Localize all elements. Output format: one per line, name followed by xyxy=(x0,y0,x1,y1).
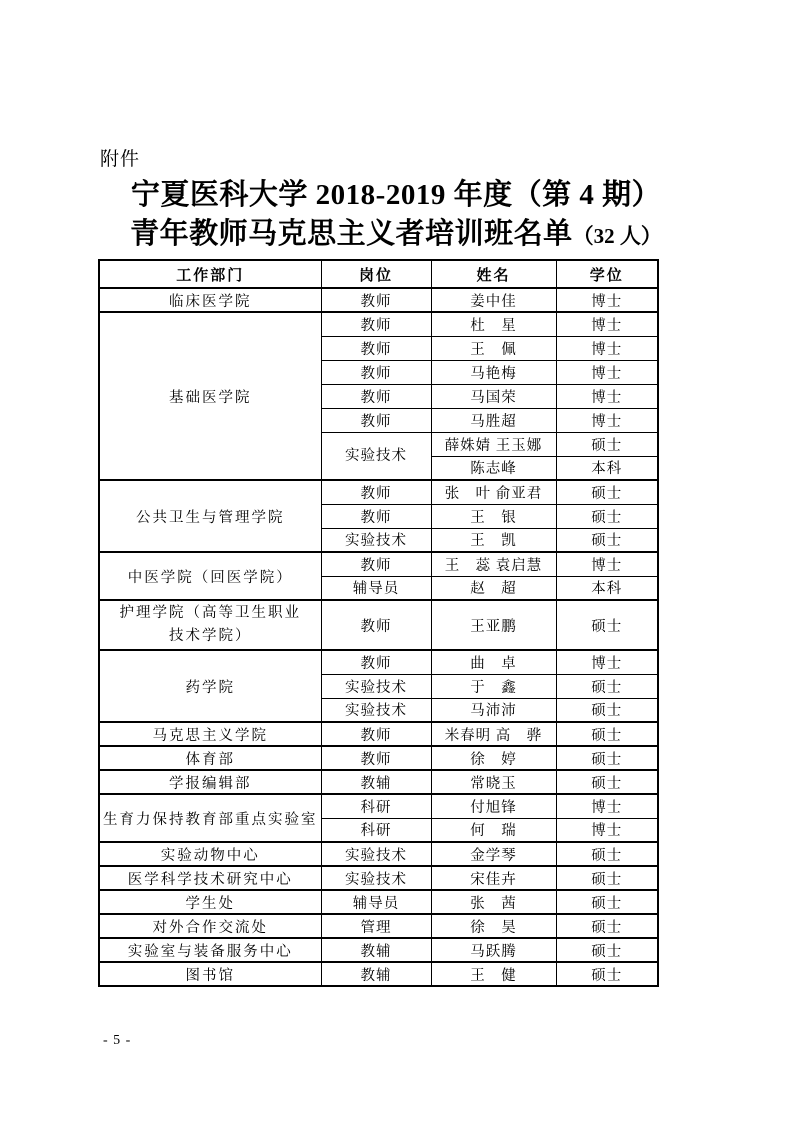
dept-cell: 中医学院（回医学院） xyxy=(99,552,321,600)
dept-cell: 临床医学院 xyxy=(99,288,321,312)
roster-table-container xyxy=(98,259,659,987)
position-cell: 教师 xyxy=(321,288,431,312)
dept-cell: 护理学院（高等卫生职业技术学院） xyxy=(99,600,321,650)
column-header: 工作部门 xyxy=(99,260,321,288)
degree-cell: 硕士 xyxy=(556,866,658,890)
document-title xyxy=(98,176,694,256)
name-cell: 何 瑞 xyxy=(431,818,556,842)
degree-cell: 博士 xyxy=(556,360,658,384)
name-cell: 徐 婷 xyxy=(431,746,556,770)
dept-cell: 图书馆 xyxy=(99,962,321,986)
degree-cell: 硕士 xyxy=(556,698,658,722)
name-cell: 马跃腾 xyxy=(431,938,556,962)
name-cell: 杜 星 xyxy=(431,312,556,336)
degree-cell: 博士 xyxy=(556,552,658,576)
dept-cell: 体育部 xyxy=(99,746,321,770)
dept-cell: 生育力保持教育部重点实验室 xyxy=(99,794,321,842)
name-cell: 曲 卓 xyxy=(431,650,556,674)
position-cell: 实验技术 xyxy=(321,698,431,722)
name-cell: 宋佳卉 xyxy=(431,866,556,890)
degree-cell: 硕士 xyxy=(556,674,658,698)
position-cell: 实验技术 xyxy=(321,432,431,480)
roster-header-row xyxy=(99,260,658,288)
dept-cell: 实验动物中心 xyxy=(99,842,321,866)
dept-cell: 医学科学技术研究中心 xyxy=(99,866,321,890)
name-cell: 徐 昊 xyxy=(431,914,556,938)
position-cell: 实验技术 xyxy=(321,674,431,698)
name-cell: 姜中佳 xyxy=(431,288,556,312)
page-number: - 5 - xyxy=(103,1033,132,1048)
degree-cell: 博士 xyxy=(556,384,658,408)
degree-cell: 硕士 xyxy=(556,528,658,552)
dept-cell: 学生处 xyxy=(99,890,321,914)
title-line-1: 宁夏医科大学 2018-2019 年度（第 4 期） xyxy=(130,179,662,211)
title-line-2 xyxy=(98,215,694,256)
degree-cell: 博士 xyxy=(556,312,658,336)
attachment-label: 附件 xyxy=(100,149,141,170)
position-cell: 教辅 xyxy=(321,770,431,794)
position-cell: 教师 xyxy=(321,408,431,432)
table-row xyxy=(99,890,658,914)
name-cell: 张 茜 xyxy=(431,890,556,914)
table-row xyxy=(99,938,658,962)
degree-cell: 博士 xyxy=(556,650,658,674)
degree-cell: 硕士 xyxy=(556,938,658,962)
degree-cell: 硕士 xyxy=(556,914,658,938)
dept-cell: 实验室与装备服务中心 xyxy=(99,938,321,962)
degree-cell: 本科 xyxy=(556,576,658,600)
dept-cell: 学报编辑部 xyxy=(99,770,321,794)
name-cell: 王亚鹏 xyxy=(431,600,556,650)
degree-cell: 博士 xyxy=(556,288,658,312)
table-row xyxy=(99,552,658,576)
position-cell: 科研 xyxy=(321,818,431,842)
position-cell: 教师 xyxy=(321,650,431,674)
name-cell: 马沛沛 xyxy=(431,698,556,722)
column-header: 姓名 xyxy=(431,260,556,288)
table-row xyxy=(99,794,658,818)
dept-cell: 基础医学院 xyxy=(99,312,321,480)
position-cell: 教师 xyxy=(321,360,431,384)
name-cell: 陈志峰 xyxy=(431,456,556,480)
dept-cell: 药学院 xyxy=(99,650,321,722)
position-cell: 教师 xyxy=(321,480,431,504)
position-cell: 教师 xyxy=(321,746,431,770)
table-row xyxy=(99,722,658,746)
name-cell: 马艳梅 xyxy=(431,360,556,384)
position-cell: 教师 xyxy=(321,312,431,336)
dept-cell: 公共卫生与管理学院 xyxy=(99,480,321,552)
position-cell: 管理 xyxy=(321,914,431,938)
name-cell: 常晓玉 xyxy=(431,770,556,794)
title-line-2-count: （32 人） xyxy=(572,224,662,248)
degree-cell: 博士 xyxy=(556,794,658,818)
position-cell: 教师 xyxy=(321,552,431,576)
name-cell: 王 银 xyxy=(431,504,556,528)
dept-cell: 对外合作交流处 xyxy=(99,914,321,938)
table-row xyxy=(99,770,658,794)
degree-cell: 博士 xyxy=(556,818,658,842)
degree-cell: 硕士 xyxy=(556,842,658,866)
degree-cell: 硕士 xyxy=(556,504,658,528)
name-cell: 于 鑫 xyxy=(431,674,556,698)
position-cell: 教师 xyxy=(321,600,431,650)
position-cell: 教师 xyxy=(321,722,431,746)
table-row xyxy=(99,962,658,986)
column-header: 学位 xyxy=(556,260,658,288)
degree-cell: 硕士 xyxy=(556,962,658,986)
degree-cell: 硕士 xyxy=(556,432,658,456)
name-cell: 薛姝婧 王玉娜 xyxy=(431,432,556,456)
table-row xyxy=(99,866,658,890)
title-line-2-main: 青年教师马克思主义者培训班名单 xyxy=(130,218,573,250)
dept-cell: 马克思主义学院 xyxy=(99,722,321,746)
position-cell: 实验技术 xyxy=(321,866,431,890)
table-row xyxy=(99,650,658,674)
name-cell: 马胜超 xyxy=(431,408,556,432)
position-cell: 教师 xyxy=(321,504,431,528)
name-cell: 张 叶 俞亚君 xyxy=(431,480,556,504)
degree-cell: 硕士 xyxy=(556,890,658,914)
degree-cell: 硕士 xyxy=(556,770,658,794)
name-cell: 马国荣 xyxy=(431,384,556,408)
name-cell: 王 佩 xyxy=(431,336,556,360)
table-row xyxy=(99,746,658,770)
name-cell: 王 凯 xyxy=(431,528,556,552)
position-cell: 教师 xyxy=(321,336,431,360)
name-cell: 王 蕊 袁启慧 xyxy=(431,552,556,576)
table-row xyxy=(99,842,658,866)
degree-cell: 博士 xyxy=(556,408,658,432)
degree-cell: 硕士 xyxy=(556,746,658,770)
column-header: 岗位 xyxy=(321,260,431,288)
roster-table-body xyxy=(99,288,658,986)
degree-cell: 本科 xyxy=(556,456,658,480)
position-cell: 教辅 xyxy=(321,962,431,986)
table-row xyxy=(99,480,658,504)
degree-cell: 硕士 xyxy=(556,600,658,650)
name-cell: 王 健 xyxy=(431,962,556,986)
table-row xyxy=(99,600,658,650)
position-cell: 实验技术 xyxy=(321,842,431,866)
name-cell: 付旭锋 xyxy=(431,794,556,818)
position-cell: 教师 xyxy=(321,384,431,408)
table-row xyxy=(99,914,658,938)
degree-cell: 博士 xyxy=(556,336,658,360)
position-cell: 科研 xyxy=(321,794,431,818)
position-cell: 教辅 xyxy=(321,938,431,962)
roster-table xyxy=(98,259,659,987)
name-cell: 金学琴 xyxy=(431,842,556,866)
table-row xyxy=(99,312,658,336)
degree-cell: 硕士 xyxy=(556,480,658,504)
position-cell: 辅导员 xyxy=(321,890,431,914)
degree-cell: 硕士 xyxy=(556,722,658,746)
table-row xyxy=(99,288,658,312)
position-cell: 实验技术 xyxy=(321,528,431,552)
position-cell: 辅导员 xyxy=(321,576,431,600)
name-cell: 米春明 高 骅 xyxy=(431,722,556,746)
name-cell: 赵 超 xyxy=(431,576,556,600)
